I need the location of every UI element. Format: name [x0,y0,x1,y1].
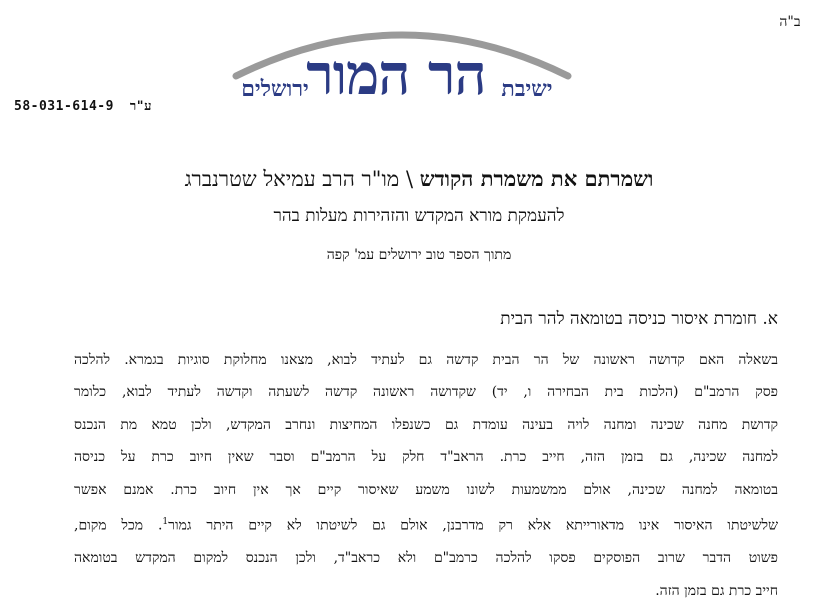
source-citation: מתוך הספר טוב ירושלים עמ' קפה [326,247,512,263]
document-subtitle: להעמקת מורא המקדש והזהירות מעלות בהר [273,206,565,226]
paragraph-line: חייב כרת גם בזמן הזה. [655,582,778,599]
paragraph-line: בטומאה למחנה שכינה, אולם ממשמעות לשונו משמע שאיסור קיים אך אין חיוב כרת. אמנם אפשר [74,481,778,498]
paragraph-line: פשוט הדבר שרוב הפוסקים פסקו להלכה כרמב"ם ולא כראב"ד, ולכן הנכנס למקום המקדש בטומאה [74,550,778,567]
paragraph-line-with-footnote [74,506,778,542]
paragraph-line: קדושת מחנה שכינה ומחנה לויה בעינה עומדת גם כשנפלו המחיצות ונחרב המקדש, ולכן טמא מת הנכנס [74,416,778,433]
amuta-number: 58-031-614-9 [14,99,114,114]
title-separator: \ [405,167,414,191]
title-main: ושמרתם את משמרת הקודש [419,166,654,191]
footnote-marker[interactable]: 1 [162,517,169,528]
section-paragraph [74,344,778,607]
paragraph-line-tail: . מכל מקום, [74,517,163,534]
document-title [0,166,838,192]
logo-word-jerusalem: ירושלים [241,76,309,102]
amuta-label: ע"ר [129,99,152,114]
paragraph-line: בשאלה האם קדושה ראשונה של הר הבית קדשה גם לעתיד לבוא, מצאנו מחלוקת סוגיות בגמרא. להלכה [74,352,778,368]
yeshiva-logo [232,14,572,124]
paragraph-line-text: שלשיטתו האיסור אינו מדאורייתא אלא רק מדרבנן, אולם גם לשיטתו לא קיים היתר גמור [168,517,778,534]
title-author: מו"ר הרב עמיאל שטרנברג [184,167,400,191]
amuta-registration [14,98,152,114]
logo-main-text: הר המור [306,42,486,108]
logo-word-yeshiva: ישיבת [501,76,553,102]
paragraph-line: למחנה שכינה, גם בזמן הזה, חייב כרת. הראב"ד חלק על הרמב"ם וסבר שאין חיוב כרת על כניסה [74,449,778,466]
paragraph-line: פסק הרמב"ם (הלכות בית הבחירה ו, יד) שקדושה ראשונה קדשה לשעתה וקדשה לעתיד לבוא, כלומר [74,384,778,401]
bh-mark: ב"ה [779,14,801,30]
section-heading: א. חומרת איסור כניסה בטומאה להר הבית [500,309,778,329]
